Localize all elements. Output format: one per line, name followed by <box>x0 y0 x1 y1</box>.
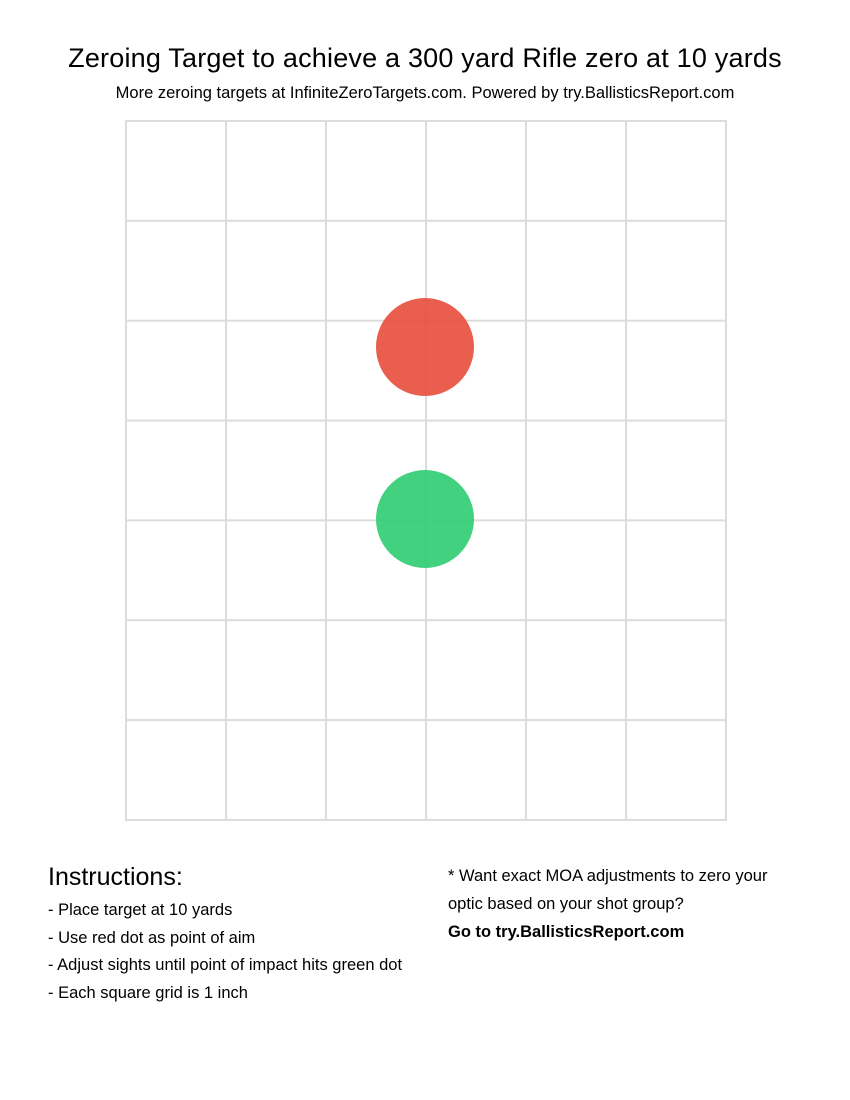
target-grid <box>125 120 727 821</box>
instructions-list <box>48 897 402 1007</box>
page-title: Zeroing Target to achieve a 300 yard Rifle zero at 10 yards <box>68 43 782 73</box>
instruction-item: - Each square grid is 1 inch <box>48 983 248 1002</box>
instruction-item: - Adjust sights until point of impact hits green dot <box>48 956 403 974</box>
moa-note-line: * Want exact MOA adjustments to zero your <box>448 867 768 885</box>
moa-note-line: optic based on your shot group? <box>448 895 684 913</box>
point-of-impact-dot <box>376 470 474 568</box>
page-subtitle: More zeroing targets at InfiniteZeroTargets.com. Powered by try.BallisticsReport.com <box>115 84 735 102</box>
point-of-aim-dot <box>376 298 474 396</box>
instruction-item: - Place target at 10 yards <box>48 901 233 919</box>
ballistics-report-cta: Go to try.BallisticsReport.com <box>448 923 685 941</box>
instructions-heading: Instructions: <box>48 863 183 891</box>
instruction-item: - Use red dot as point of aim <box>48 928 256 947</box>
moa-note <box>448 862 788 946</box>
